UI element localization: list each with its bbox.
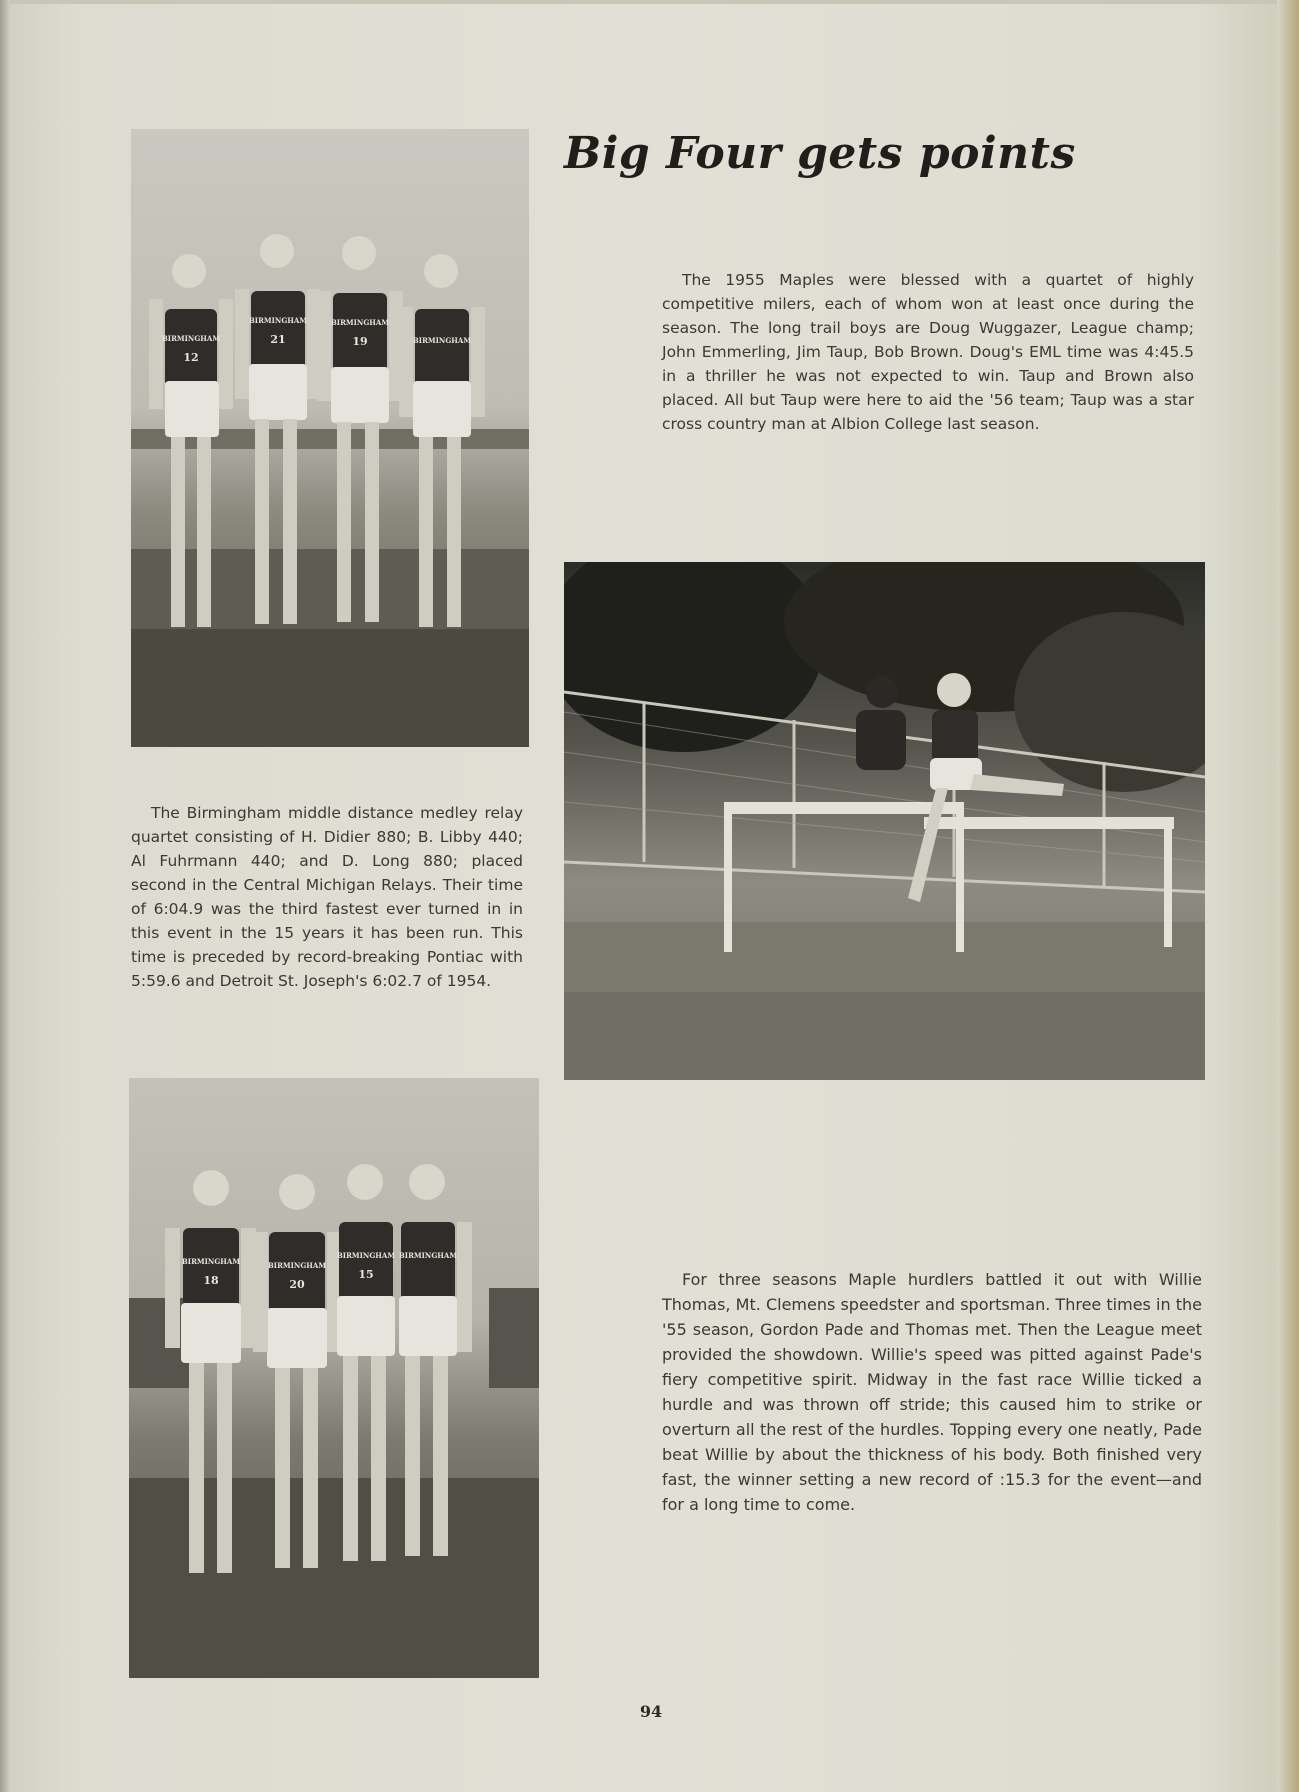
photo-medley-relay bbox=[129, 1078, 539, 1678]
milers-photo-graphic bbox=[131, 129, 529, 747]
milers-jersey-1-team: BIRMINGHAM bbox=[161, 334, 221, 343]
relay-jersey-3-number: 15 bbox=[358, 1268, 374, 1281]
medley-relay-caption: The Birmingham middle distance medley relay quartet consisting of H. Didier 880; B. Libby 440; Al Fuhrmann 440; and D. Long 880; placed second in the Central Michigan Relays. Their time of 6:04.9 was the third fastest ever turned in in this event in the 15 years it has been run. This time is preceded by record-breaking Pontiac with 5:59.6 and Detroit St. Joseph's 6:02.7 of 1954. bbox=[131, 804, 523, 990]
milers-jersey-2-team: BIRMINGHAM bbox=[248, 316, 308, 325]
milers-jersey-1-number: 12 bbox=[183, 351, 199, 364]
page-right-edge bbox=[1277, 0, 1299, 1792]
relay-jersey-2-team: BIRMINGHAM bbox=[267, 1261, 327, 1270]
relay-jersey-3-team: BIRMINGHAM bbox=[336, 1251, 396, 1260]
relay-jersey-2-number: 20 bbox=[289, 1278, 305, 1291]
hurdles-photo-graphic bbox=[564, 562, 1205, 1080]
milers-jersey-3-team: BIRMINGHAM bbox=[330, 318, 390, 327]
milers-jersey-4-team: BIRMINGHAM bbox=[412, 336, 472, 345]
milers-caption: The 1955 Maples were blessed with a quartet of highly competitive milers, each of whom won at least once during the season. The long trail boys are Doug Wuggazer, League champ; John Emmerling, Jim Taup, Bob Brown. Doug's EML time was 4:45.5 in a thriller he was not expected to win. Taup and Brown also placed. All but Taup were here to aid the '56 team; Taup was a star cross country man at Albion College last season. bbox=[662, 271, 1194, 433]
relay-jersey-1-number: 18 bbox=[203, 1274, 219, 1287]
page-top-edge bbox=[0, 0, 1299, 4]
relay-jersey-1-team: BIRMINGHAM bbox=[181, 1257, 241, 1266]
relay-jersey-4-team: BIRMINGHAM bbox=[398, 1251, 458, 1260]
milers-jersey-3-number: 19 bbox=[352, 335, 368, 348]
page-headline: Big Four gets points bbox=[564, 128, 1076, 179]
page-number: 94 bbox=[639, 1702, 663, 1721]
photo-hurdles-race bbox=[564, 562, 1205, 1080]
page-left-edge bbox=[0, 0, 10, 1792]
milers-jersey-2-number: 21 bbox=[270, 333, 286, 346]
hurdles-caption: For three seasons Maple hurdlers battled it out with Willie Thomas, Mt. Clemens speedster and sportsman. Three times in the '55 season, Gordon Pade and Thomas met. Then the League meet provided the showdown. Willie's speed was pitted against Pade's fiery competitive spirit. Midway in the fast race Willie ticked a hurdle and was thrown off stride; this caused him to strike or overturn all the rest of the hurdles. Topping every one neatly, Pade beat Willie by about the thickness of his body. Both finished very fast, the winner setting a new record of :15.3 for the event—and for a long time to come. bbox=[662, 1270, 1202, 1514]
photo-four-milers bbox=[131, 129, 529, 747]
relay-photo-graphic bbox=[129, 1078, 539, 1678]
